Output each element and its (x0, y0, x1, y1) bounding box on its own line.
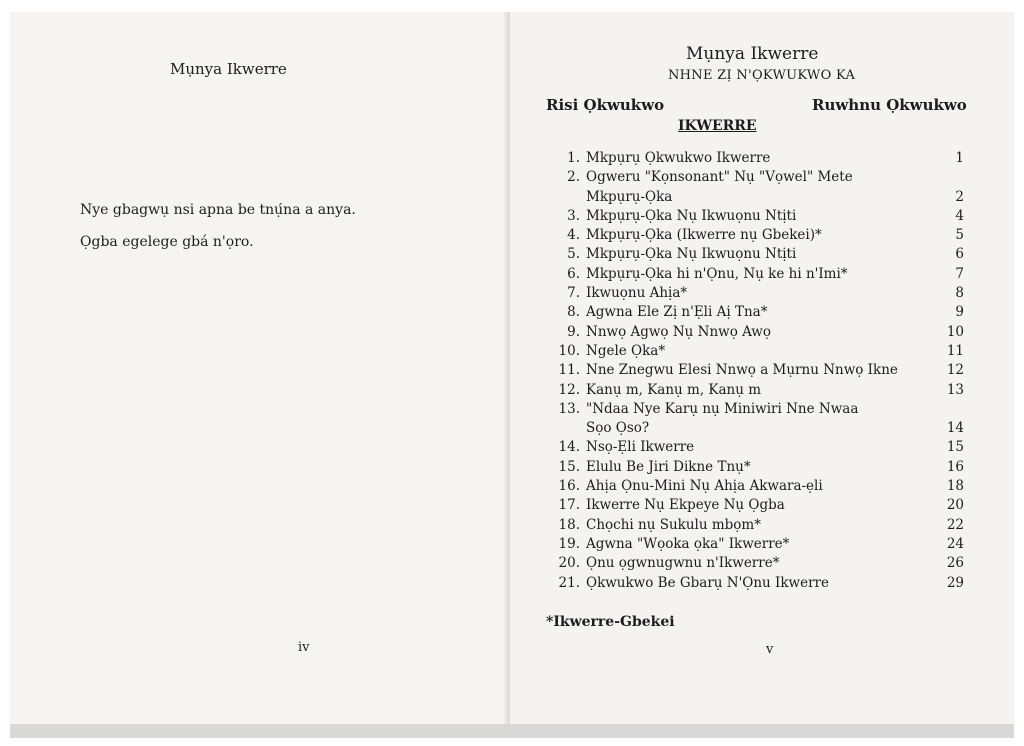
toc-title: NHNE ZỊ N'ỌKWUKWO KA (668, 68, 856, 83)
toc-entry-number: 8. (567, 304, 580, 321)
toc-entry-page: 4 (955, 207, 964, 224)
toc-section-head: IKWERRE (678, 118, 757, 134)
toc-entry-title: Nsọ-Ẹli Ikwerre (586, 439, 695, 456)
toc-entry (538, 150, 964, 169)
toc-entry-title: Mkpụrụ-Ọka (Ikwerre nụ Gbekei)* (586, 227, 822, 244)
toc-entry (538, 343, 964, 362)
toc-entry (538, 169, 964, 188)
toc-entry-page: 15 (946, 439, 964, 456)
toc-entry (538, 420, 964, 439)
toc-entry (538, 536, 964, 555)
toc-entry (538, 555, 964, 574)
toc-entry-title: Kanụ m, Kanụ m, Kanụ m (586, 381, 762, 398)
toc-entry-page: 26 (946, 555, 964, 572)
toc-entry-page: 2 (955, 188, 964, 205)
toc-entry-page: 1 (955, 150, 964, 166)
toc-entry-page: 22 (946, 516, 964, 533)
toc-entry-page: 24 (946, 535, 964, 552)
toc-entry (538, 497, 964, 516)
toc-entry-page: 7 (955, 265, 964, 282)
toc-entry-title: Ikwuọnu Ahịa* (586, 285, 688, 302)
toc-entry (538, 208, 964, 227)
toc-entry (538, 439, 964, 458)
toc-entry-title: "Ndaa Nye Karụ nụ Miniwiri Nne Nwaa (586, 400, 859, 417)
toc-entry-title: Ngele Ọka* (586, 342, 666, 359)
toc-entry (538, 324, 964, 343)
toc-footnote: *Ikwerre-Gbekei (546, 614, 675, 630)
toc-entry-title: Nnwọ Agwọ Nụ Nnwọ Awọ (586, 323, 771, 340)
toc-entry-title: Ikwerre Nụ Ekpeye Nụ Ọgba (586, 497, 785, 514)
toc-entry-number: 20. (558, 555, 580, 572)
toc-entry-page: 8 (955, 285, 964, 302)
right-folio: v (766, 642, 774, 657)
toc-entry-number: 15. (558, 458, 580, 475)
toc-entry-page: 11 (946, 342, 964, 359)
toc-entry-page: 12 (946, 362, 964, 379)
toc-entry-title: Agwna Ele Zị n'Ẹli Aị Tna* (586, 304, 768, 321)
scanner-edge (10, 724, 1014, 738)
toc-entry-page: 20 (946, 497, 964, 514)
toc-entry-number: 12. (558, 381, 580, 398)
toc-entry-page: 10 (946, 323, 964, 340)
toc-entry (538, 517, 964, 536)
toc-entry-page: 18 (946, 478, 964, 495)
toc-entry-number: 6. (567, 265, 580, 282)
toc-entry (538, 266, 964, 285)
dedication-line-2: Ọgba egelege gbá n'ọro. (80, 234, 254, 250)
toc-entry-page: 6 (955, 246, 964, 263)
toc-entry-number: 14. (558, 439, 580, 456)
table-of-contents (538, 150, 964, 594)
toc-entry-number: 11. (558, 362, 580, 379)
toc-entry-number: 7. (567, 285, 580, 302)
toc-entry (538, 575, 964, 594)
toc-entry-title: Nne Znegwu Elesi Nnwọ a Mụrnu Nnwọ Ikne (586, 362, 898, 379)
toc-entry-number: 10. (558, 342, 580, 359)
toc-entry (538, 227, 964, 246)
toc-entry (538, 189, 964, 208)
toc-entry (538, 382, 964, 401)
toc-entry (538, 478, 964, 497)
toc-entry (538, 459, 964, 478)
book-title: Mụnya Ikwerre (686, 44, 819, 64)
toc-entry-page: 14 (946, 420, 964, 437)
toc-entry-page: 9 (955, 304, 964, 321)
toc-entry-number: 17. (558, 497, 580, 514)
toc-entry-number: 21. (558, 574, 580, 591)
toc-column-head-chapter: Risi Ọkwukwo (546, 96, 665, 114)
toc-entry-page: 5 (955, 227, 964, 244)
toc-entry-number: 4. (567, 227, 580, 244)
left-page (10, 12, 510, 724)
dedication-line-1: Nye gbagwụ nsi apna be tnụ́na a anya. (80, 202, 356, 218)
toc-entry-title: Mkpụrụ-Ọka Nụ Ikwuọnu Ntịti (586, 207, 797, 224)
toc-entry (538, 304, 964, 323)
toc-entry-number: 1. (567, 150, 580, 166)
toc-entry-number: 18. (558, 516, 580, 533)
toc-entry-title: Chọchi nụ Sukulu mbọm* (586, 516, 761, 533)
toc-entry (538, 246, 964, 265)
toc-entry-number: 5. (567, 246, 580, 263)
toc-entry-title: Mkpụrụ-Ọka hi n'Ọnu, Nụ ke hi n'Imi* (586, 265, 848, 282)
toc-entry-title: Agwna "Wọoka ọka" Ikwerre* (586, 535, 790, 552)
toc-entry (538, 401, 964, 420)
toc-entry (538, 362, 964, 381)
toc-entry-title: Mkpụrụ-Ọka Nụ Ikwuọnu Ntịti (586, 246, 797, 263)
toc-entry-page: 16 (946, 458, 964, 475)
toc-entry-title: Ọkwukwo Be Gbarụ N'Ọnu Ikwerre (586, 574, 829, 591)
toc-entry-title: Elulu Be Jiri Dikne Tnụ* (586, 458, 751, 475)
toc-entry-title: Mkpụrụ-Ọka (586, 188, 673, 205)
toc-entry-number: 2. (567, 169, 580, 186)
toc-entry-number: 16. (558, 478, 580, 495)
left-running-head: Mụnya Ikwerre (170, 60, 287, 78)
toc-entry-number: 3. (567, 207, 580, 224)
toc-column-head-page: Ruwhnu Ọkwukwo (812, 96, 967, 114)
toc-entry-number: 13. (558, 400, 580, 417)
toc-entry-number: 19. (558, 535, 580, 552)
left-folio: iv (298, 640, 310, 655)
toc-entry-title: Ọnu ọgwnugwnu n'Ikwerre* (586, 555, 780, 572)
toc-entry-title: Mkpụrụ Ọkwukwo Ikwerre (586, 150, 771, 166)
toc-entry (538, 285, 964, 304)
toc-entry-number: 9. (567, 323, 580, 340)
toc-entry-title: Ahịa Ọnu-Mini Nụ Ahịa Akwara-ẹli (586, 478, 823, 495)
toc-entry-page: 13 (946, 381, 964, 398)
toc-entry-title: Ogweru "Kọnsonant" Nụ "Vọwel" Mete (586, 169, 853, 186)
toc-entry-page: 29 (946, 574, 964, 591)
toc-entry-title: Sọo Ọso? (586, 420, 650, 437)
